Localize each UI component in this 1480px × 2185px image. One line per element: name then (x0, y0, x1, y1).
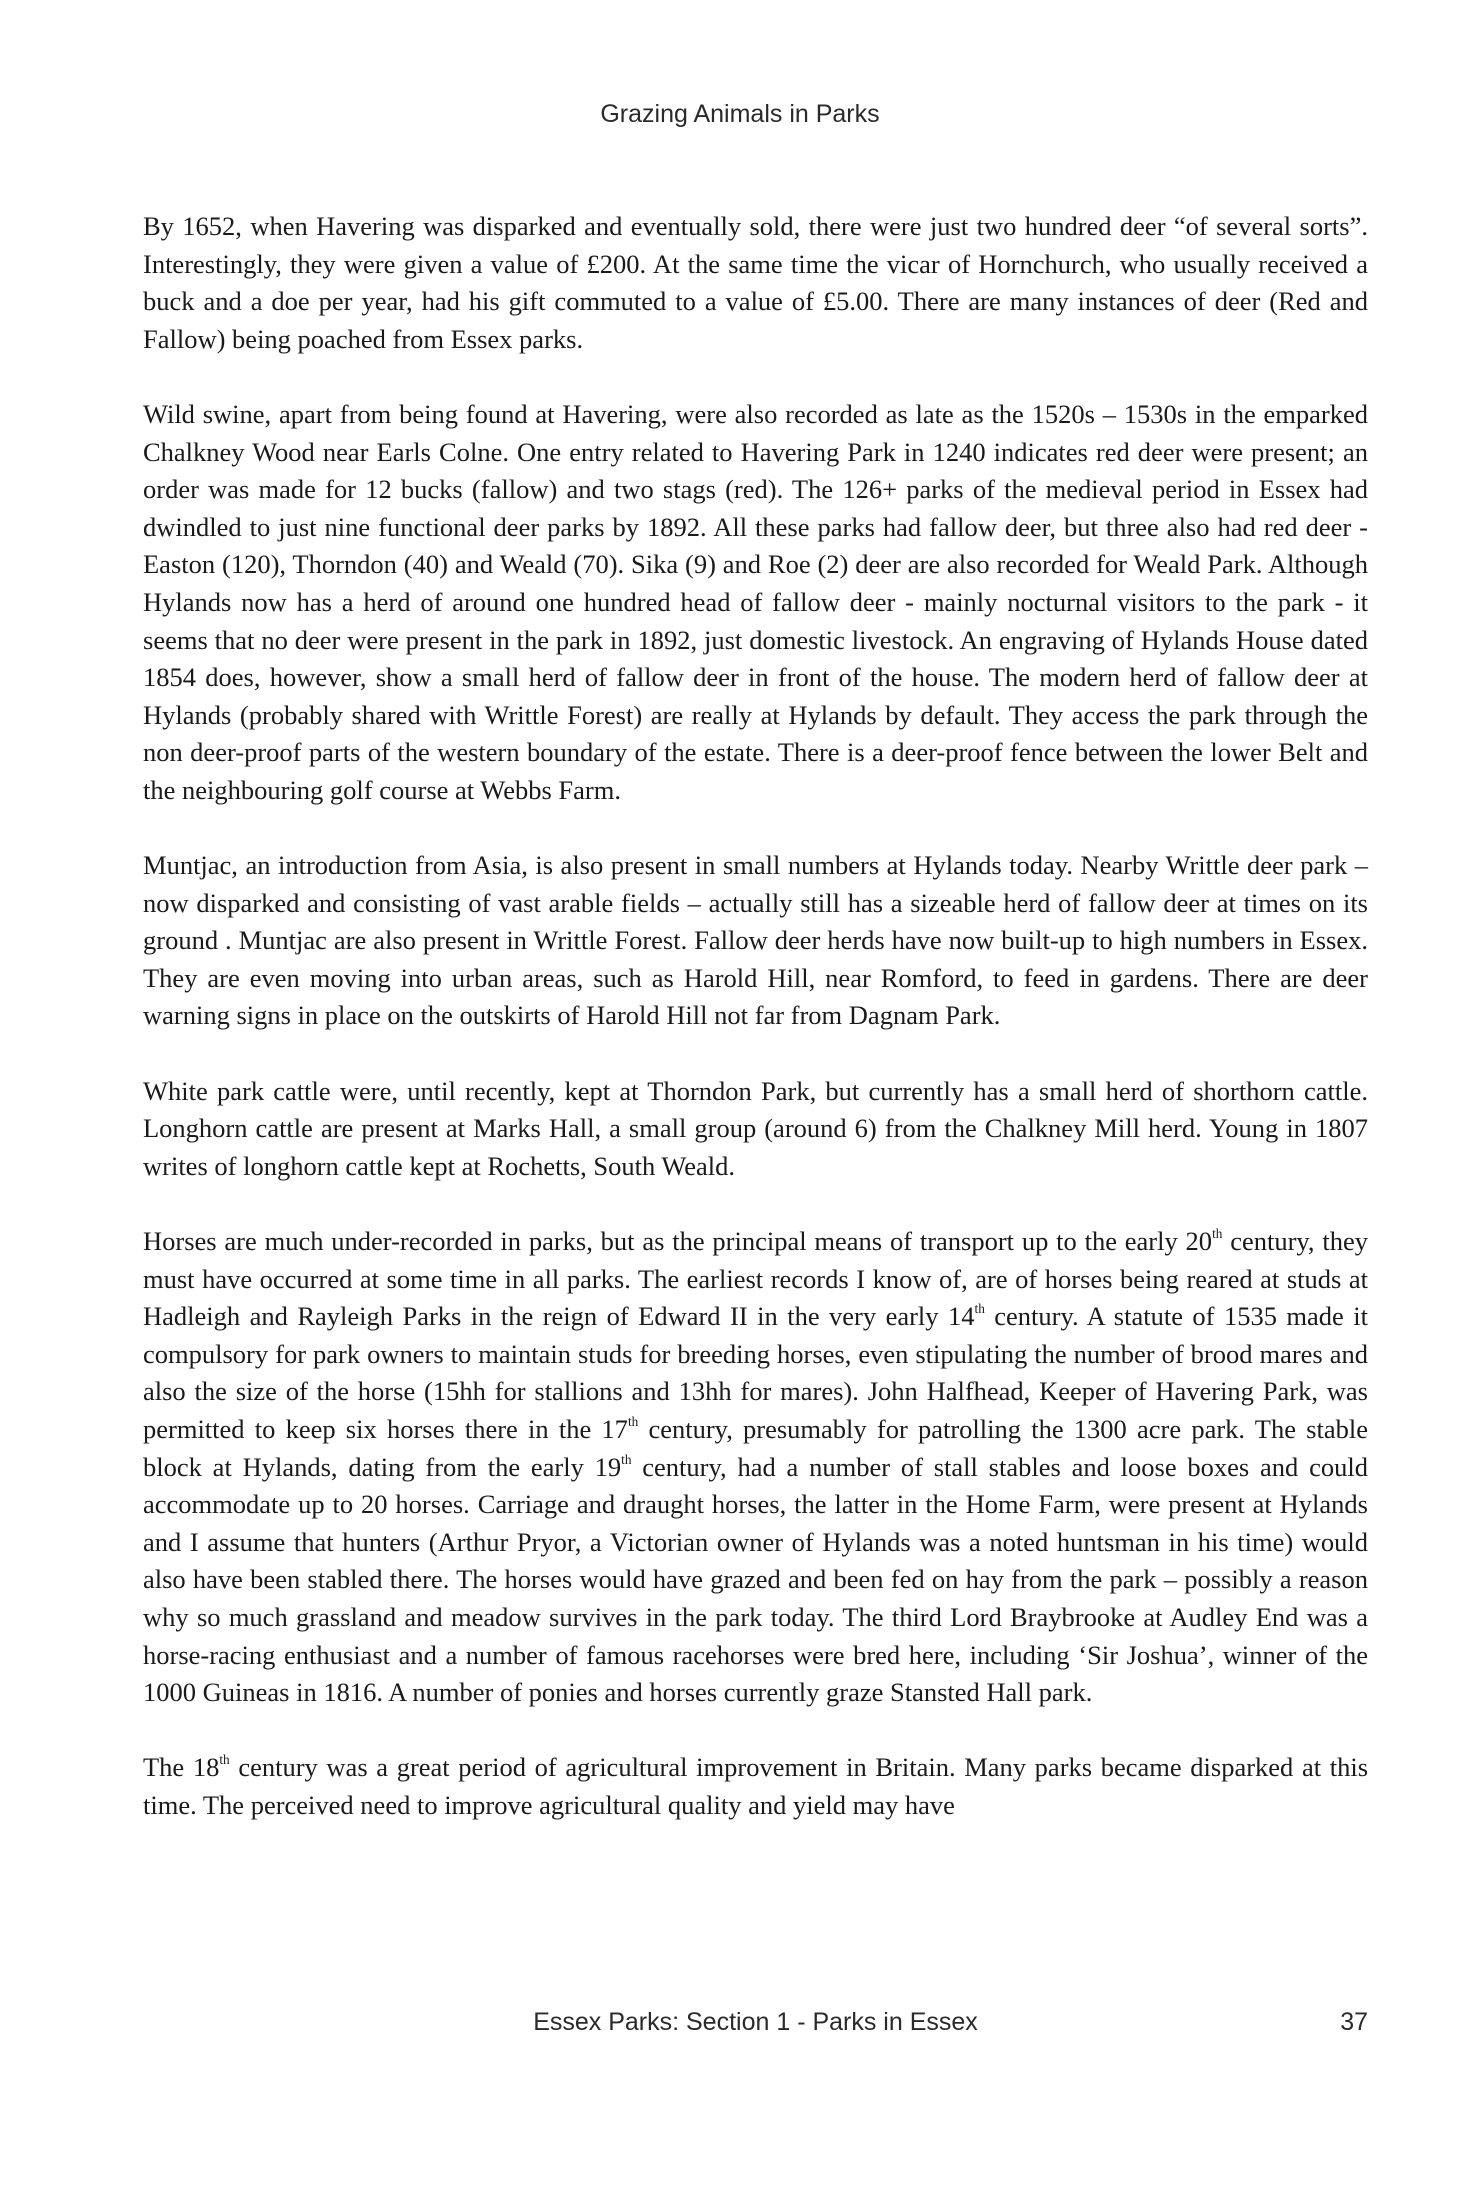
footer-title: Essex Parks: Section 1 - Parks in Essex (533, 2008, 978, 2036)
ordinal-suffix: th (621, 1451, 632, 1467)
paragraph-havering-deer: By 1652, when Havering was disparked and eventually sold, there were just two hundred deer “of several sorts”. Interestingly, they were given a value of £200. At the same time the vicar of Hornchurch, who usually received a buck and a doe per year, had his gift commuted to a value of £5.00. There are many instances of deer (Red and Fallow) being poached from Essex parks. (143, 211, 1368, 354)
paragraph-muntjac: Muntjac, an introduction from Asia, is also present in small numbers at Hylands today. Nearby Writtle deer park – now disparked and consisting of vast arable fields – actually still has a sizeable herd of fallow deer at times on its ground . Muntjac are also present in Writtle Forest. Fallow deer herds have now built-up to high numbers in Essex. They are even moving into urban areas, such as Harold Hill, near Romford, to feed in gardens. There are deer warning signs in place on the outskirts of Harold Hill not far from Dagnam Park. (143, 850, 1368, 1031)
body-text (143, 208, 1368, 1862)
paragraph-wild-swine: Wild swine, apart from being found at Havering, were also recorded as late as the 1520s – 1530s in the emparked Chalkney Wood near Earls Colne. One entry related to Havering Park in 1240 indicates red deer were present; an order was made for 12 bucks (fallow) and two stags (red). The 126+ parks of the medieval period in Essex had dwindled to just nine functional deer parks by 1892. All these parks had fallow deer, but three also had red deer - Easton (120), Thorndon (40) and Weald (70). Sika (9) and Roe (2) deer are also recorded for Weald Park. Although Hylands now has a herd of around one hundred head of fallow deer - mainly nocturnal visitors to the park - it seems that no deer were present in the park in 1892, just domestic livestock. An engraving of Hylands House dated 1854 does, however, show a small herd of fallow deer in front of the house. The modern herd of fallow deer at Hylands (probably shared with Writtle Forest) are really at Hylands by default. They access the park through the non deer-proof parts of the western boundary of the estate. There is a deer-proof fence between the lower Belt and the neighbouring golf course at Webbs Farm. (143, 398, 1368, 805)
running-header: Grazing Animals in Parks (600, 100, 880, 128)
paragraph-cattle: White park cattle were, until recently, kept at Thorndon Park, but currently has a small herd of shorthorn cattle. Longhorn cattle are present at Marks Hall, a small group (around 6) from the Chalkney Mill herd. Young in 1807 writes of longhorn cattle kept at Rochetts, South Weald. (143, 1075, 1368, 1181)
ordinal-suffix: th (974, 1301, 985, 1317)
page-number: 37 (1340, 2008, 1368, 2036)
paragraph-horses: Horses are much under-recorded in parks, but as the principal means of transport up to the early 20th century, they must have occurred at some time in all parks. The earliest records I know of, are of horses being reared at studs at Hadleigh and Rayleigh Parks in the reign of Edward II in the very early 14th century. A statute of 1535 made it compulsory for park owners to maintain studs for breeding horses, even stipulating the number of brood mares and also the size of the horse (15hh for stallions and 13hh for mares). John Halfhead, Keeper of Havering Park, was permitted to keep six horses there in the 17th century, presumably for patrolling the 1300 acre park. The stable block at Hylands, dating from the early 19th century, had a number of stall stables and loose boxes and could accommodate up to 20 horses. Carriage and draught horses, the latter in the Home Farm, were present at Hylands and I assume that hunters (Arthur Pryor, a Victorian owner of Hylands was a noted huntsman in his time) would also have been stabled there. The horses would have grazed and been fed on hay from the park – possibly a reason why so much grassland and meadow survives in the park today. The third Lord Braybrooke at Audley End was a horse-racing enthusiast and a number of famous racehorses were bred here, including ‘Sir Joshua’, winner of the 1000 Guineas in 1816. A number of ponies and horses currently graze Stansted Hall park. (143, 1226, 1368, 1708)
ordinal-suffix: th (1212, 1226, 1223, 1242)
ordinal-suffix: th (627, 1414, 639, 1430)
ordinal-suffix: th (219, 1752, 230, 1768)
paragraph-18th-century: The 18th century was a great period of agricultural improvement in Britain. Many parks became disparked at this time. The perceived need to improve agricultural quality and yield may have (143, 1752, 1369, 1820)
